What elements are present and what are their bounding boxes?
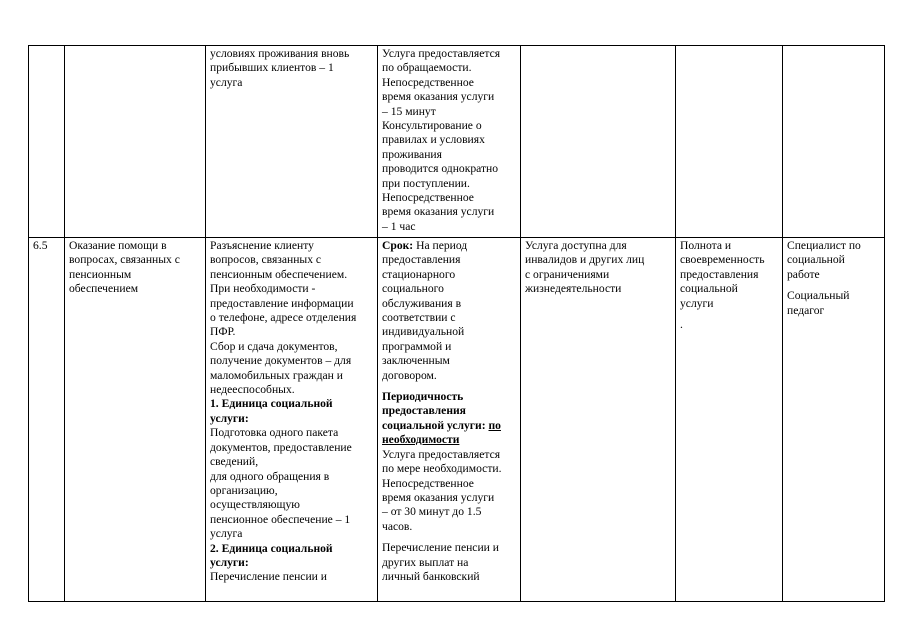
terms-line: Консультирование о: [382, 119, 482, 133]
term-line: обслуживания в: [382, 296, 462, 310]
service-name-line: обеспечением: [69, 282, 139, 296]
unit-1-title-line: 1. Единица социальной: [210, 397, 333, 411]
performer-line: социальной: [787, 253, 845, 267]
cell-conditions: [521, 238, 676, 602]
content-line: Перечисление пенсии и: [210, 570, 327, 584]
periodicity-title-line: Периодичность: [382, 390, 464, 404]
performer-line: Специалист по: [787, 239, 861, 252]
cell-service-name: [65, 238, 206, 602]
content-line: условиях проживания вновь: [210, 47, 350, 60]
terms-line: Непосредственное: [382, 75, 474, 89]
cell-conditions: [521, 46, 676, 238]
periodicity-title-line: предоставления: [382, 404, 466, 418]
cell-service-terms: [378, 46, 521, 238]
term-line: соответствии с: [382, 311, 456, 325]
cell-quality: [676, 238, 783, 602]
term-line: индивидуальной: [382, 325, 465, 339]
service-name-line: пенсионным: [69, 267, 132, 281]
content-line: получение документов – для: [210, 354, 352, 368]
content-line: сведений,: [210, 455, 259, 469]
content-line: ПФР.: [210, 325, 236, 339]
term-line: социального: [382, 282, 444, 296]
term-line: Срок: На период: [382, 239, 468, 252]
table-row: [29, 238, 885, 602]
table-row: [29, 46, 885, 238]
content-line: Подготовка одного пакета: [210, 426, 339, 440]
term-line: предоставления: [382, 253, 461, 267]
terms-line: проживания: [382, 147, 442, 161]
unit-2-title-line: 2. Единица социальной: [210, 541, 333, 555]
term-line: договором.: [382, 368, 437, 382]
periodicity-value: необходимости: [382, 433, 460, 447]
quality-dot: .: [680, 318, 683, 332]
cell-quality: [676, 46, 783, 238]
term-line: программой и: [382, 339, 452, 353]
conditions-line: Услуга доступна для: [525, 239, 627, 252]
content-line: Разъяснение клиенту: [210, 239, 314, 252]
quality-line: Полнота и: [680, 239, 732, 252]
content-line: маломобильных граждан и: [210, 368, 343, 382]
unit-2-title-line: услуги:: [210, 555, 249, 569]
terms-line: при поступлении.: [382, 176, 470, 190]
conditions-line: жизнедеятельности: [525, 282, 622, 296]
service-name-line: вопросах, связанных с: [69, 253, 180, 267]
cell-service-name: [65, 46, 206, 238]
terms-line: время оказания услуги: [382, 205, 495, 219]
row-number: 6.5: [33, 239, 48, 252]
quality-line: услуги: [680, 296, 714, 310]
performer-line: работе: [787, 267, 820, 281]
performer-line: Социальный: [787, 289, 850, 303]
periodicity-text-line: – от 30 минут до 1.5: [382, 505, 482, 519]
content-line: пенсионное обеспечение – 1: [210, 512, 351, 526]
content-line: для одного обращения в: [210, 469, 330, 483]
content-line: организацию,: [210, 483, 278, 497]
content-line: Сбор и сдача документов,: [210, 339, 338, 353]
unit-1-title: 1. Единица социальной услуги:: [210, 397, 373, 426]
conditions-line: инвалидов и других лиц: [525, 253, 645, 267]
terms-line: – 1 час: [382, 219, 416, 233]
content-line: предоставление информации: [210, 296, 354, 310]
content-line: осуществляющую: [210, 498, 300, 512]
periodicity-text-line: время оказания услуги: [382, 490, 495, 504]
content-line: документов, предоставление: [210, 440, 352, 454]
service-name-line: Оказание помощи в: [69, 239, 167, 252]
conditions-line: с ограничениями: [525, 267, 610, 281]
cell-number: [29, 46, 65, 238]
unit-2-title: [210, 542, 373, 571]
cell-service-content: [206, 238, 378, 602]
terms-line: правилах и условиях: [382, 133, 485, 147]
term-line: стационарного: [382, 267, 456, 281]
content-line: При необходимости -: [210, 282, 316, 296]
terms-line: время оказания услуги: [382, 90, 495, 104]
periodicity-title: [382, 390, 516, 419]
services-table: [28, 45, 885, 602]
quality-line: своевременность: [680, 253, 765, 267]
periodicity-text-line: Услуга предоставляется: [382, 447, 501, 461]
content-line: недееспособных.: [210, 383, 295, 397]
transfer-line: других выплат на: [382, 555, 469, 569]
transfer-line: Перечисление пенсии и: [382, 541, 499, 555]
terms-line: проводится однократно: [382, 162, 499, 176]
cell-service-content: [206, 46, 378, 238]
periodicity-text-line: часов.: [382, 519, 413, 533]
content-line: вопросов, связанных с: [210, 253, 322, 267]
periodicity-text-line: по мере необходимости.: [382, 462, 502, 476]
transfer-line: личный банковский: [382, 569, 480, 583]
terms-line: по обращаемости.: [382, 61, 472, 75]
periodicity-label: социальной услуги: по: [382, 418, 501, 432]
cell-performers: [783, 46, 885, 238]
content-line: о телефоне, адресе отделения: [210, 311, 357, 325]
periodicity-text-line: Непосредственное: [382, 476, 474, 490]
content-line: услуга: [210, 527, 243, 541]
content-line: услуга: [210, 75, 243, 89]
unit-1-title-line: услуги: [210, 411, 245, 425]
cell-number: [29, 238, 65, 602]
terms-line: Непосредственное: [382, 191, 474, 205]
quality-line: предоставления: [680, 267, 759, 281]
cell-service-terms: [378, 238, 521, 602]
cell-performers: [783, 238, 885, 602]
term-line: заключенным: [382, 354, 450, 368]
content-line: прибывших клиентов – 1: [210, 61, 334, 75]
quality-line: социальной: [680, 282, 738, 296]
performer-line: педагог: [787, 303, 825, 317]
terms-line: Услуга предоставляется: [382, 47, 501, 60]
content-line: пенсионным обеспечением.: [210, 267, 348, 281]
terms-line: – 15 минут: [382, 104, 436, 118]
